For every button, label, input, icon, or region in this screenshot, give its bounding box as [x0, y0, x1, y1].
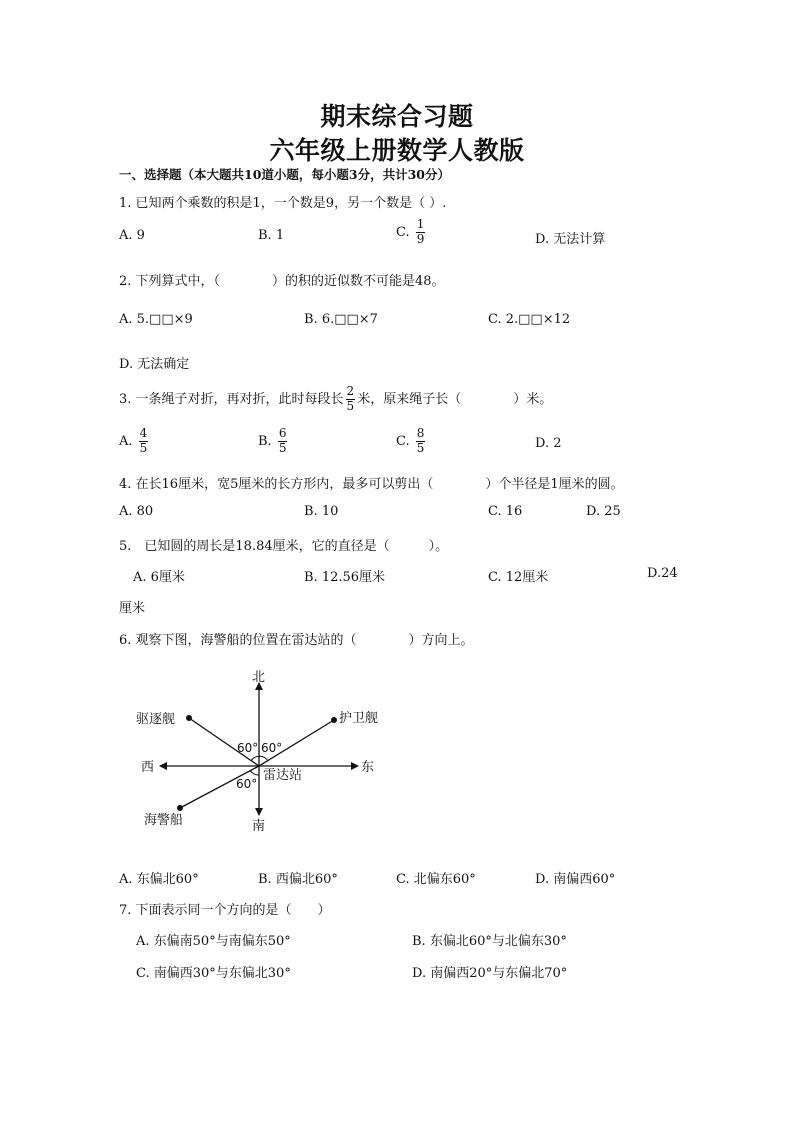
question-2-stem: 2. 下列算式中，（ ）的积的近似数不可能是48。 [119, 274, 445, 289]
page-title-line2: 六年级上册数学人教版 [269, 136, 525, 165]
question-3-option-a [119, 427, 150, 456]
question-6-stem: 6. 观察下图，海警船的位置在雷达站的（ ）方向上。 [119, 633, 474, 648]
question-3-stem [119, 385, 552, 414]
question-1-option-b: B. 1 [258, 228, 285, 243]
fraction [278, 427, 288, 456]
question-7-option-c: C. 南偏西30°与东偏北30° [136, 966, 291, 981]
west-label: 西 [141, 760, 155, 775]
question-2-option-d: D. 无法确定 [119, 357, 190, 372]
radar-label: 雷达站 [263, 768, 303, 783]
south-label: 南 [252, 819, 266, 834]
option-prefix: C. [396, 433, 410, 449]
escort-dot [331, 717, 337, 723]
question-4-stem: 4. 在长16厘米，宽5厘米的长方形内，最多可以剪出（ ）个半径是1厘米的圆。 [119, 477, 624, 492]
option-prefix: A. [119, 433, 133, 449]
section-heading: 一、选择题（本大题共10道小题，每小题3分，共计30分） [119, 167, 450, 182]
option-prefix: C. [396, 224, 410, 240]
stem-text: 米，原来绳子长（ ）米。 [357, 391, 553, 407]
fraction [139, 427, 149, 456]
question-5-option-d: D.24 [647, 566, 678, 581]
page-title-line1: 期末综合习题 [320, 102, 474, 131]
question-6-option-c: C. 北偏东60° [396, 872, 476, 887]
question-1-option-d: D. 无法计算 [535, 232, 606, 247]
question-3-option-d: D. 2 [535, 436, 562, 451]
direction-diagram [130, 665, 390, 840]
question-3-option-c [396, 427, 427, 456]
option-prefix: B. [258, 433, 272, 449]
fraction-denominator: 5 [139, 440, 148, 455]
question-1-stem: 1. 已知两个乘数的积是1，一个数是9，另一个数是（ ）. [119, 196, 447, 211]
question-6-option-a: A. 东偏北60° [119, 872, 199, 887]
question-6-option-d: D. 南偏西60° [535, 872, 616, 887]
question-4-option-d: D. 25 [586, 504, 621, 519]
question-1-option-c [396, 218, 427, 247]
fraction [416, 218, 426, 247]
question-4-option-b: B. 10 [304, 504, 339, 519]
question-7-option-b: B. 东偏北60°与北偏东30° [412, 934, 567, 949]
east-label: 东 [361, 760, 375, 775]
question-7-option-d: D. 南偏西20°与东偏北70° [412, 966, 568, 981]
destroyer-dot [186, 715, 192, 721]
destroyer-label: 驱逐舰 [136, 712, 176, 727]
fraction-denominator: 5 [416, 440, 425, 455]
question-5-option-a: A. 6厘米 [133, 570, 185, 585]
question-2-option-b: B. 6.□□×7 [304, 312, 378, 327]
coast-guard-dot [177, 805, 183, 811]
question-2-option-a: A. 5.□□×9 [119, 312, 193, 327]
question-3-option-b [258, 427, 289, 456]
question-1-option-a: A. 9 [119, 228, 145, 243]
question-5-option-c: C. 12厘米 [488, 570, 549, 585]
fraction-numerator: 4 [139, 426, 148, 440]
angle-label-right: 60° [261, 741, 283, 755]
fraction-numerator: 2 [346, 384, 355, 398]
north-label: 北 [252, 670, 266, 685]
fraction-numerator: 1 [416, 217, 425, 231]
fraction [416, 427, 426, 456]
question-5-stem: 5. 已知圆的周长是18.84厘米，它的直径是（ ）。 [119, 539, 449, 554]
fraction-numerator: 8 [416, 426, 425, 440]
fraction-denominator: 5 [278, 440, 287, 455]
fraction-denominator: 9 [416, 231, 425, 246]
coast-guard-label: 海警船 [144, 813, 184, 828]
angle-label-lower: 60° [236, 777, 258, 791]
question-6-option-b: B. 西偏北60° [258, 872, 338, 887]
question-5-option-b: B. 12.56厘米 [304, 570, 386, 585]
fraction [346, 385, 356, 414]
question-4-option-c: C. 16 [488, 504, 523, 519]
question-7-option-a: A. 东偏南50°与南偏东50° [136, 934, 291, 949]
angle-label-left: 60° [237, 741, 259, 755]
question-7-stem: 7. 下面表示同一个方向的是（ ） [119, 903, 331, 918]
question-2-option-c: C. 2.□□×12 [488, 312, 571, 327]
fraction-denominator: 5 [346, 398, 355, 413]
fraction-numerator: 6 [278, 426, 287, 440]
escort-label: 护卫舰 [339, 711, 379, 726]
stem-text: 3. 一条绳子对折，再对折，此时每段长 [119, 391, 344, 407]
question-5-option-d-continued: 厘米 [119, 601, 146, 616]
question-4-option-a: A. 80 [119, 504, 154, 519]
